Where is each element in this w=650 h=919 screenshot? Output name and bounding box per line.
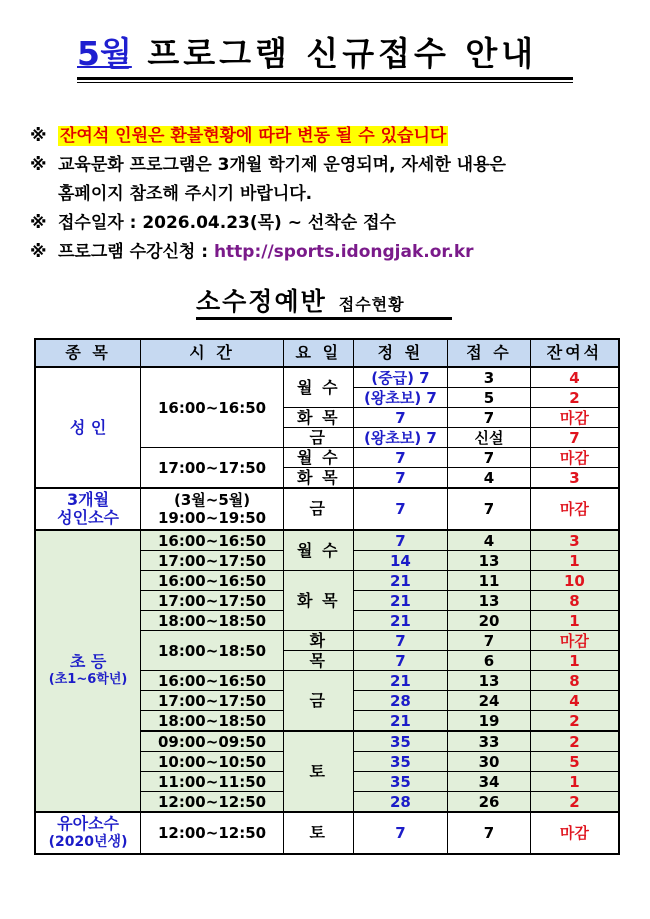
time-cell: 16:00~16:50	[141, 571, 284, 591]
table-header	[35, 339, 619, 367]
remaining-cell: 마감	[530, 488, 619, 530]
capacity-cell: 7	[353, 468, 448, 489]
capacity-cell: 21	[353, 711, 448, 732]
registered-cell: 4	[448, 530, 531, 551]
time-cell: 17:00~17:50	[141, 591, 284, 611]
header-capacity: 정 원	[353, 339, 448, 367]
remaining-cell: 2	[530, 731, 619, 752]
time-cell: 17:00~17:50	[141, 448, 284, 489]
registered-cell: 24	[448, 691, 531, 711]
category-label: 초 등	[69, 652, 107, 671]
registered-cell: 7	[448, 631, 531, 651]
capacity-cell: 7	[353, 651, 448, 671]
day-cell: 화 목	[283, 468, 353, 489]
capacity-cell: 21	[353, 611, 448, 631]
page-title	[77, 34, 573, 74]
notice-text: 프로그램 수강신청 :	[58, 242, 214, 262]
time-cell: 16:00~16:50	[141, 530, 284, 551]
capacity-cell: 21	[353, 671, 448, 691]
remaining-cell: 마감	[530, 812, 619, 854]
capacity-cell: 28	[353, 792, 448, 813]
notice-refund	[30, 122, 630, 151]
header-remaining: 잔여석	[530, 339, 619, 367]
registered-cell: 33	[448, 731, 531, 752]
remaining-cell: 2	[530, 792, 619, 813]
capacity-cell: (왕초보) 7	[353, 428, 448, 448]
header-registered: 접 수	[448, 339, 531, 367]
day-cell: 금	[283, 671, 353, 732]
time-period: (3월~5월)	[173, 491, 251, 509]
category-adult: 성 인	[35, 367, 141, 488]
title-underline	[77, 77, 573, 80]
registered-cell: 19	[448, 711, 531, 732]
day-cell: 토	[283, 812, 353, 854]
remaining-cell: 8	[530, 591, 619, 611]
capacity-cell: (왕초보) 7	[353, 388, 448, 408]
time-cell: 16:00~16:50	[141, 671, 284, 691]
reference-mark-icon: ※	[30, 213, 47, 233]
title-month: 5월	[77, 34, 132, 73]
time-cell: 18:00~18:50	[141, 711, 284, 732]
remaining-cell: 10	[530, 571, 619, 591]
header-category: 종 목	[35, 339, 141, 367]
capacity-cell: 7	[353, 488, 448, 530]
remaining-cell: 마감	[530, 631, 619, 651]
day-cell: 목	[283, 651, 353, 671]
reference-mark-icon: ※	[30, 126, 47, 146]
remaining-cell: 8	[530, 671, 619, 691]
registered-cell: 13	[448, 591, 531, 611]
category-elementary	[35, 530, 141, 812]
time-cell: 12:00~12:50	[141, 792, 284, 813]
section-subtitle: 접수현황	[338, 295, 405, 314]
notice-date	[30, 209, 630, 238]
time-cell: 09:00~09:50	[141, 731, 284, 752]
registered-cell: 13	[448, 551, 531, 571]
category-adult-3month	[35, 488, 141, 530]
notice-apply	[30, 238, 630, 267]
registered-cell: 7	[448, 408, 531, 428]
category-sublabel: (초1~6학년)	[48, 672, 128, 687]
remaining-cell: 2	[530, 711, 619, 732]
signup-link[interactable]: http://sports.idongjak.or.kr	[213, 242, 474, 262]
registered-cell: 3	[448, 367, 531, 388]
registered-cell: 5	[448, 388, 531, 408]
header-time: 시 간	[141, 339, 284, 367]
registered-cell: 7	[448, 488, 531, 530]
registered-cell: 11	[448, 571, 531, 591]
day-cell: 토	[283, 731, 353, 812]
category-label: 3개월	[67, 490, 110, 509]
remaining-cell: 1	[530, 611, 619, 631]
time-range: 19:00~19:50	[158, 509, 267, 527]
registered-cell: 20	[448, 611, 531, 631]
remaining-cell: 1	[530, 551, 619, 571]
time-cell: 17:00~17:50	[141, 691, 284, 711]
remaining-cell: 마감	[530, 408, 619, 428]
section-title: 소수정예반	[196, 287, 327, 316]
time-cell: 12:00~12:50	[141, 812, 284, 854]
time-cell: 10:00~10:50	[141, 752, 284, 772]
section-heading	[196, 282, 405, 318]
time-cell: 16:00~16:50	[141, 367, 284, 448]
section-underline	[196, 317, 452, 320]
notice-semester	[30, 151, 630, 180]
day-cell: 화 목	[283, 408, 353, 428]
reference-mark-icon: ※	[30, 155, 47, 175]
remaining-cell: 2	[530, 388, 619, 408]
title-underline-thin	[77, 82, 573, 83]
notice-highlight-text: 잔여석 인원은 환불현황에 따라 변동 될 수 있습니다	[60, 126, 447, 146]
time-cell: 11:00~11:50	[141, 772, 284, 792]
remaining-cell: 5	[530, 752, 619, 772]
registered-cell: 4	[448, 468, 531, 489]
remaining-cell: 4	[530, 691, 619, 711]
capacity-cell: 35	[353, 772, 448, 792]
notice-semester-cont	[30, 180, 630, 209]
registered-cell: 7	[448, 448, 531, 468]
day-cell: 월 수	[283, 448, 353, 468]
time-cell	[141, 488, 284, 530]
capacity-cell: 28	[353, 691, 448, 711]
capacity-cell: 7	[353, 631, 448, 651]
table-row	[35, 812, 619, 854]
time-cell: 18:00~18:50	[141, 631, 284, 671]
capacity-cell: 14	[353, 551, 448, 571]
time-cell: 17:00~17:50	[141, 551, 284, 571]
capacity-cell: 21	[353, 591, 448, 611]
category-sublabel: (2020년생)	[48, 834, 128, 850]
capacity-cell: 7	[353, 812, 448, 854]
capacity-cell: 35	[353, 752, 448, 772]
notice-text: 접수일자 : 2026.04.23(목) ~ 선착순 접수	[58, 213, 396, 233]
day-cell: 금	[283, 428, 353, 448]
day-cell: 금	[283, 488, 353, 530]
category-label: 유아소수	[57, 814, 119, 833]
registered-cell: 34	[448, 772, 531, 792]
reference-mark-icon: ※	[30, 242, 47, 262]
header-day: 요 일	[283, 339, 353, 367]
title-text: 프로그램 신규접수 안내	[147, 34, 538, 73]
capacity-cell: 35	[353, 731, 448, 752]
remaining-cell: 1	[530, 651, 619, 671]
registered-cell: 30	[448, 752, 531, 772]
capacity-cell: 21	[353, 571, 448, 591]
remaining-cell: 3	[530, 468, 619, 489]
remaining-cell: 마감	[530, 448, 619, 468]
notice-list	[30, 122, 630, 267]
registered-cell: 13	[448, 671, 531, 691]
day-cell: 월 수	[283, 367, 353, 408]
notice-text: 홈페이지 참조해 주시기 바랍니다.	[58, 184, 313, 204]
day-cell: 화 목	[283, 571, 353, 631]
remaining-cell: 4	[530, 367, 619, 388]
category-kids	[35, 812, 141, 854]
capacity-cell: (중급) 7	[353, 367, 448, 388]
table-row	[35, 488, 619, 530]
capacity-cell: 7	[353, 448, 448, 468]
notice-text: 교육문화 프로그램은 3개월 학기제 운영되며, 자세한 내용은	[58, 155, 506, 175]
day-cell: 월 수	[283, 530, 353, 571]
day-cell: 화	[283, 631, 353, 651]
remaining-cell: 3	[530, 530, 619, 551]
table-row	[35, 367, 619, 388]
capacity-cell: 7	[353, 530, 448, 551]
remaining-cell: 1	[530, 772, 619, 792]
registered-cell: 7	[448, 812, 531, 854]
category-label: 성인소수	[57, 508, 119, 527]
remaining-cell: 7	[530, 428, 619, 448]
registration-table	[34, 338, 620, 855]
registered-cell: 6	[448, 651, 531, 671]
table-row	[35, 530, 619, 551]
registered-cell: 26	[448, 792, 531, 813]
registered-cell: 신설	[448, 428, 531, 448]
time-cell: 18:00~18:50	[141, 611, 284, 631]
capacity-cell: 7	[353, 408, 448, 428]
